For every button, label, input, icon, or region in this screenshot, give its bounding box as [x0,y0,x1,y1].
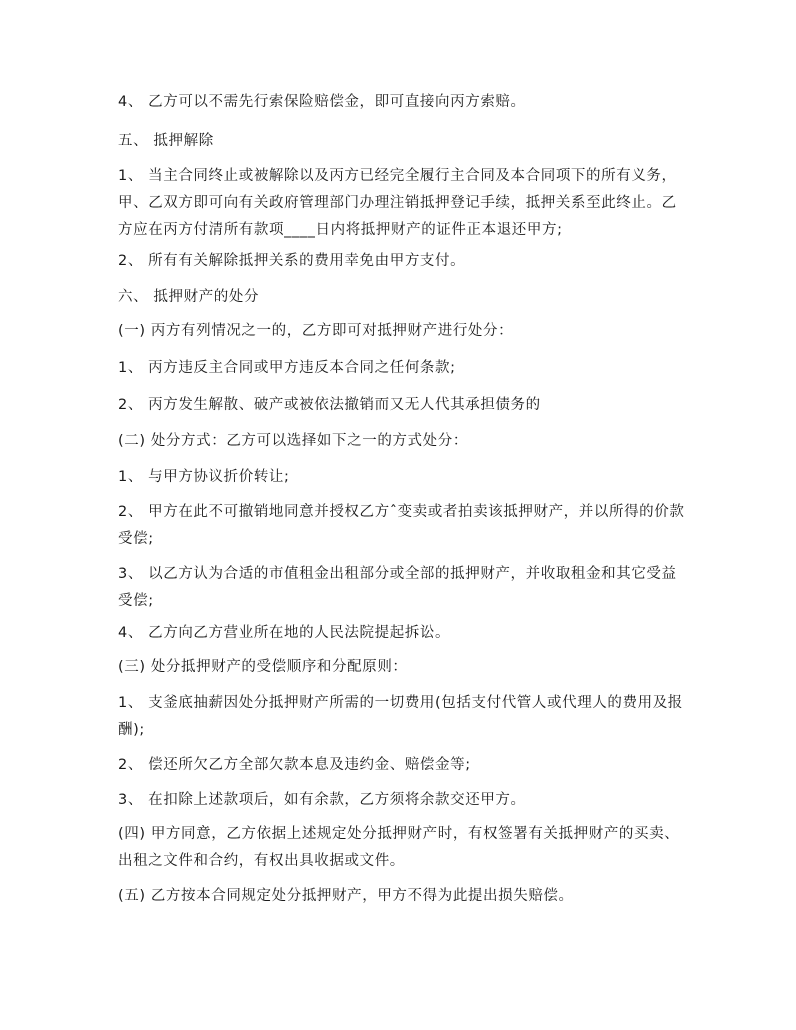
condition-1-breach: 1、 丙方违反主合同或甲方违反本合同之任何条款; [118,360,456,376]
order-2-repayment: 2、 偿还所欠乙方全部欠款本息及违约金、赔偿金等; [118,757,471,773]
subsection-3-order: (三) 处分抵押财产的受偿顺序和分配原则： [118,659,408,675]
method-3-lease: 3、 以乙方认为合适的市值租金出租部分或全部的抵押财产，并收取租金和其它受益受偿; [118,566,677,609]
subsection-1-conditions: (一) 丙方有列情况之一的，乙方即可对抵押财产进行处分： [118,323,514,339]
clause-5-1-termination: 1、 当主合同终止或被解除以及丙方已经完全履行主合同及本合同项下的所有义务，甲、乙双方即可向有关政府管理部门办理注销抵押登记手续，抵押关系至此终止。乙方应在丙方付清所有款项____日内将抵押财产的证件正本退还甲方; [118,168,677,238]
clause-4-direct-claim: 4、 乙方可以不需先行索保险赔偿金，即可直接向丙方索赔。 [118,94,526,110]
condition-2-bankruptcy: 2、 丙方发生解散、破产或被依法撤销而又无人代其承担债务的 [118,397,541,413]
clause-5-2-fees: 2、 所有有关解除抵押关系的费用幸免由甲方支付。 [118,253,466,269]
subsection-4-consent: (四) 甲方同意，乙方依据上述规定处分抵押财产时，有权签署有关抵押财产的买卖、出租之文件和合约，有权出具收据或文件。 [118,826,680,869]
section-5-heading: 五、 抵押解除 [118,133,214,149]
order-3-surplus: 3、 在扣除上述款项后，如有余款，乙方须将余款交还甲方。 [118,792,526,808]
method-1-discount: 1、 与甲方协议折价转让; [118,469,290,485]
subsection-5-no-claim: (五) 乙方按本合同规定处分抵押财产，甲方不得为此提出损失赔偿。 [118,888,574,904]
method-4-lawsuit: 4、 乙方向乙方营业所在地的人民法院提起拆讼。 [118,625,451,641]
method-2-auction: 2、 甲方在此不可撤销地同意并授权乙方ˆ变卖或者拍卖该抵押财产，并以所得的价款受偿; [118,504,685,547]
subsection-2-methods: (二) 处分方式：乙方可以选择如下之一的方式处分： [118,433,468,449]
order-1-expenses: 1、 支釜底抽薪因处分抵押财产所需的一切费用(包括支付代管人或代理人的费用及报酬); [118,695,683,738]
section-6-heading: 六、 抵押财产的处分 [118,289,260,305]
